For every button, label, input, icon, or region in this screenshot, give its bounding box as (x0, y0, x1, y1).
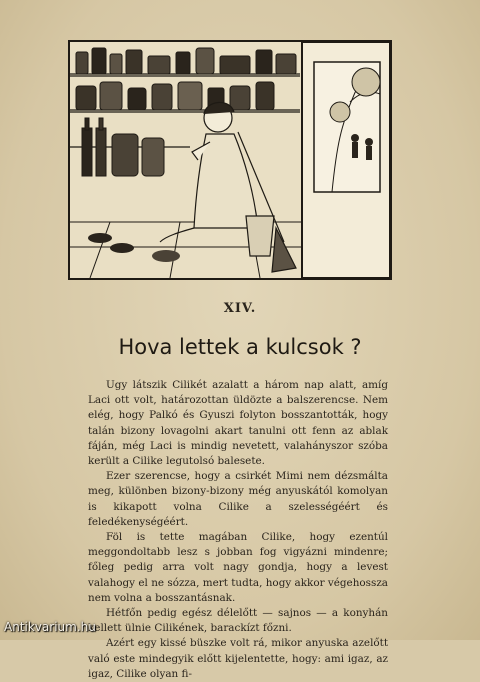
paragraph: Hétfőn pedig egész délelőtt — sajnos — a konyhán kellett ülnie Cilikének, barackízt főzni. (88, 607, 388, 635)
chapter-illustration (68, 40, 392, 280)
chapter-number: XIV. (223, 301, 257, 316)
paragraph: Azért egy kissé büszke volt rá, mikor anyuska azelőtt való este mindegyik előtt kijelentette, hogy: ami igaz, az igaz, Cilike olyan fi- (88, 637, 388, 680)
paragraph: Ezer szerencse, hogy a csirkét Mimi nem dézsmálta meg, különben bizony-bizony még anyuskától komolyan is kikapott volna Cilike a szelességéért és feledékenységéért. (88, 470, 388, 528)
watermark: Antikvarium.hu (4, 620, 96, 634)
paragraph: Ugy látszik Cilikét azalatt a három nap alatt, amíg Laci ott volt, határozottan üldözte a balszerencse. Nem elég, hogy Palkó és Gyuszi folyton bosszantották, hogy talán bizony lovagolni akart tanulni ott fenn az ablak fáján, még Laci is mindig nevetett, valahányszor szóba került a Cilike legutolsó balesete. (88, 379, 388, 468)
chapter-title: Hova lettek a kulcsok ? (118, 335, 362, 359)
paragraph: Föl is tette magában Cilike, hogy ezentúl meggondoltabb lesz s jobban fog vigyázni mindenre; főleg pedig arra volt nagy gondja, hogy a levest valahogy el ne sózza, mert tudta, hogy akkor végehossza nem volna a bosszantásnak. (88, 531, 388, 604)
chapter-body (88, 378, 388, 682)
